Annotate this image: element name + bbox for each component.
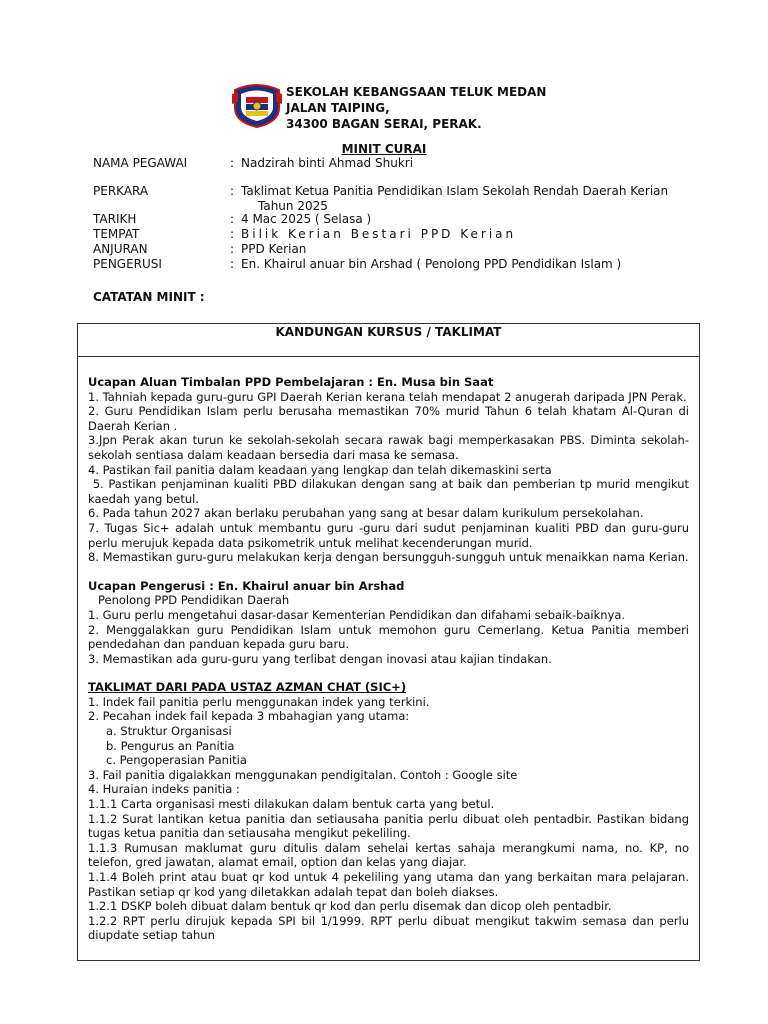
meta-value: PPD Kerian [241,242,307,256]
document-title: MINIT CURAI [341,142,427,156]
list-item: 4. Huraian indeks panitia : [88,782,240,797]
content-box [77,323,700,961]
list-item: 2. Guru Pendidikan Islam perlu berusaha memastikan 70% murid Tahun 6 telah khatam Al-Quran di Daerah Kerian . [88,404,689,433]
list-item: 1.2.2 RPT perlu dirujuk kepada SPI bil 1/1999. RPT perlu dibuat mengikut takwim semasa dan perlu diupdate setiap tahun [88,913,689,943]
section-2-list [88,608,689,666]
list-item: 4. Pastikan fail panitia dalam keadaan yang lengkap dan telah dikemaskini serta [88,462,552,477]
list-item: 6. Pada tahun 2027 akan berlaku perubahan yang sang at besar dalam kurikulum persekolahan. [88,506,644,521]
meta-colon: : [230,156,235,170]
meta-value: Tahun 2025 [258,199,328,213]
school-address-block [286,84,546,132]
meta-colon: : [230,212,235,226]
list-item: 2. Pecahan indek fail kepada 3 mbahagian yang utama: [88,709,410,724]
section-2-title: Ucapan Pengerusi : En. Khairul anuar bin Arshad [88,578,405,593]
sub-list-item: b. Pengurus an Panitia [106,738,235,753]
meta-colon: : [230,257,235,271]
meta-label: TARIKH [93,212,137,226]
meta-value: Nadzirah binti Ahmad Shukri [241,156,414,170]
list-item: 3.Jpn Perak akan turun ke sekolah-sekolah secara rawak bagi memperkasakan PBS. Diminta sekolah-sekolah sentiasa dalam keadaan bersedia dari masa ke semasa. [88,433,689,462]
spacer [88,361,689,375]
school-crest-icon [232,82,282,128]
list-item: 8. Memastikan guru-guru melakukan kerja dengan bersungguh-sungguh untuk menaikkan nama Kerian. [88,550,689,565]
school-name: SEKOLAH KEBANGSAAN TELUK MEDAN [286,85,547,99]
section-2-subtitle: Penolong PPD Pendidikan Daerah [98,593,290,608]
meta-value: Taklimat Ketua Panitia Pendidikan Islam Sekolah Rendah Daerah Kerian [241,184,669,198]
meta-label: ANJURAN [93,242,148,256]
address-line-1: JALAN TAIPING, [286,101,390,115]
list-item: 1.1.2 Surat lantikan ketua panitia dan setiausaha panitia perlu dibuat oleh pentadbir. Pastikan bidang tugas ketua panitia dan setiausaha mengikut pekeliling. [88,811,689,841]
meta-value: En. Khairul anuar bin Arshad ( Penolong PPD Pendidikan Islam ) [241,257,622,271]
sub-list-item: a. Struktur Organisasi [106,724,232,739]
list-item: 1.1.4 Boleh print atau buat qr kod untuk 4 pekeliling yang utama dan yang berkaitan mara pelajaran. Pastikan setiap qr kod yang diletakkan adalah tepat dan boleh diakses. [88,870,689,899]
section-1-title: Ucapan Aluan Timbalan PPD Pembelajaran : En. Musa bin Saat [88,375,494,389]
section-1-list [88,389,693,565]
list-item: 7. Tugas Sic+ adalah untuk membantu guru -guru dari sudut penjaminan kualiti PBD dan guru-guru perlu merujuk kepada data psikometrik untuk melihat kecenderungan murid. [88,520,689,550]
list-item: 5. Pastikan penjaminan kualiti PBD dilakukan dengan sang at baik dan pemberian tp murid mengikut kaedah yang betul. [88,477,693,506]
meta-label: PERKARA [93,184,149,198]
meta-colon: : [230,242,235,256]
address-line-2: 34300 BAGAN SERAI, PERAK. [286,117,482,131]
section-3-title: TAKLIMAT DARI PADA USTAZ AZMAN CHAT (SIC+) [88,680,407,695]
list-item: 1.1.3 Rumusan maklumat guru ditulis dalam sehelai kertas sahaja merangkumi nama, no. KP, no telefon, gred jawatan, alamat email, option dan kelas yang diajar. [88,840,689,870]
meta-colon: : [230,184,235,198]
list-item: 1.1.1 Carta organisasi mesti dilakukan dalam bentuk carta yang betul. [88,797,495,812]
meta-label: NAMA PEGAWAI [93,156,188,170]
list-item: 1.2.1 DSKP boleh dibuat dalam bentuk qr kod dan perlu disemak dan dicop oleh pentadbir. [88,899,612,914]
spacer [88,565,689,579]
meta-label: PENGERUSI [93,257,162,271]
list-item: 1. Tahniah kepada guru-guru GPI Daerah Kerian kerana telah mendapat 2 anugerah daripada JPN Perak. [88,389,687,404]
spacer [88,666,689,680]
meta-label: TEMPAT [93,227,140,241]
content-box-heading: KANDUNGAN KURSUS / TAKLIMAT [78,324,699,357]
list-item: 1. Indek fail panitia perlu menggunakan indek yang terkini. [88,694,430,709]
list-item: 2. Menggalakkan guru Pendidikan Islam untuk memohon guru Cemerlang. Ketua Panitia memberi pendedahan dan panduan kepada guru baru. [88,622,689,652]
meta-value: Bilik Kerian Bestari PPD Kerian [241,227,517,241]
sub-list-item: c. Pengoperasian Panitia [106,753,247,768]
meta-value: 4 Mac 2025 ( Selasa ) [241,212,372,226]
content-box-body [78,357,699,943]
list-item: 1. Guru perlu mengetahui dasar-dasar Kementerian Pendidikan dan difahami sebaik-baiknya. [88,607,626,622]
list-item: 3. Memastikan ada guru-guru yang terlibat dengan inovasi atau kajian tindakan. [88,651,552,666]
section-3-list [88,695,689,943]
meta-colon: : [230,227,235,241]
list-item: 3. Fail panitia digalakkan menggunakan pendigitalan. Contoh : Google site [88,767,518,782]
notes-heading: CATATAN MINIT : [93,290,205,304]
